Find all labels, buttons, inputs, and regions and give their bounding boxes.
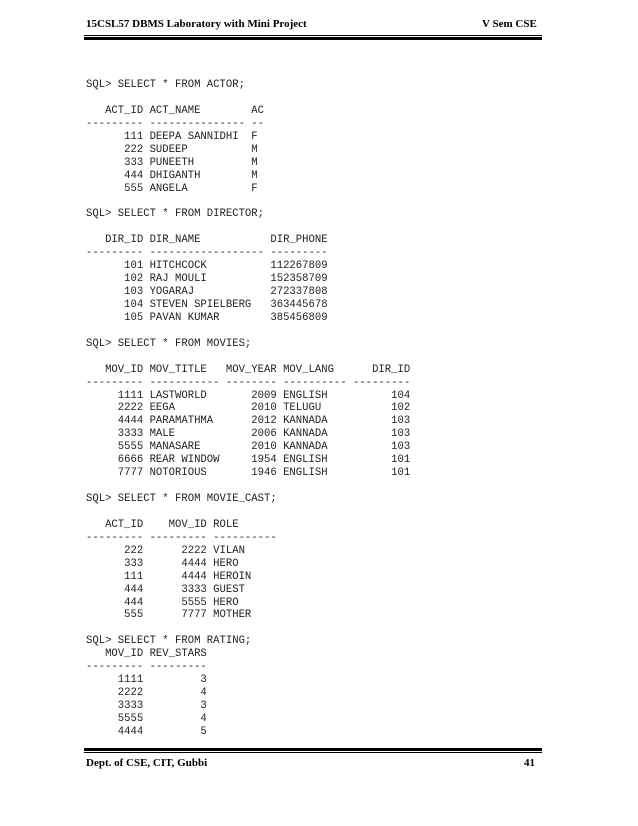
listing-line: 111 DEEPA SANNIDHI F xyxy=(86,130,258,143)
listing-line: 5555 MANASARE 2010 KANNADA 103 xyxy=(86,441,411,454)
listing-line: --------- ----------- -------- ---------- --------- xyxy=(86,376,411,389)
listing-line: --------- --------- ---------- xyxy=(86,531,277,544)
listing-line xyxy=(86,480,410,493)
listing-line: SQL> SELECT * FROM MOVIE_CAST; xyxy=(86,493,277,505)
header-semester: V Sem CSE xyxy=(482,18,537,30)
listing-line: 6666 REAR WINDOW 1954 ENGLISH 101 xyxy=(86,454,411,467)
page-number: 41 xyxy=(524,757,535,769)
listing-line: ACT_ID ACT_NAME AC xyxy=(86,104,265,117)
listing-line: SQL> SELECT * FROM MOVIES; xyxy=(86,337,252,350)
listing-line: 4444 5 xyxy=(86,725,207,738)
listing-line: 555 ANGELA F xyxy=(86,182,258,195)
header-rule xyxy=(84,35,542,36)
listing-line: 111 4444 HEROIN xyxy=(86,570,252,583)
header-rule-thick xyxy=(84,37,542,40)
listing-line: 1111 LASTWORLD 2009 ENGLISH 104 xyxy=(86,389,411,402)
footer-rule xyxy=(84,752,542,753)
header-title: 15CSL57 DBMS Laboratory with Mini Project xyxy=(86,18,307,30)
listing-line xyxy=(86,506,410,519)
listing-line: --------- --------- xyxy=(86,661,207,674)
listing-line: DIR_ID DIR_NAME DIR_PHONE xyxy=(86,234,328,247)
footer-department: Dept. of CSE, CIT, Gubbi xyxy=(86,757,208,769)
listing-line: 333 PUNEETH M xyxy=(86,156,258,169)
listing-line: 105 PAVAN KUMAR 385456809 xyxy=(86,311,328,324)
sql-output-listing xyxy=(86,79,410,739)
listing-line: SQL> SELECT * FROM RATING; xyxy=(86,635,252,648)
listing-line: SQL> SELECT * FROM ACTOR; xyxy=(86,79,245,91)
listing-line: MOV_ID REV_STARS xyxy=(86,648,207,661)
listing-line xyxy=(86,325,410,338)
listing-line: 7777 NOTORIOUS 1946 ENGLISH 101 xyxy=(86,467,411,480)
listing-line xyxy=(86,622,410,635)
listing-line: 3333 3 xyxy=(86,700,207,712)
listing-line: 222 2222 VILAN xyxy=(86,544,245,557)
listing-line: 104 STEVEN SPIELBERG 363445678 xyxy=(86,298,328,311)
listing-line: 103 YOGARAJ 272337808 xyxy=(86,286,328,298)
listing-line: 2222 EEGA 2010 TELUGU 102 xyxy=(86,402,411,415)
listing-line: 101 HITCHCOCK 112267809 xyxy=(86,260,328,273)
listing-line: 333 4444 HERO xyxy=(86,557,239,570)
listing-line xyxy=(86,195,410,208)
listing-line: 3333 MALE 2006 KANNADA 103 xyxy=(86,428,411,441)
listing-line: 4444 PARAMATHMA 2012 KANNADA 103 xyxy=(86,415,411,428)
listing-line: --------- ------------------ --------- xyxy=(86,247,328,260)
listing-line: 1111 3 xyxy=(86,674,207,687)
listing-line: 444 5555 HERO xyxy=(86,596,239,609)
listing-line: SQL> SELECT * FROM DIRECTOR; xyxy=(86,208,265,221)
listing-line: MOV_ID MOV_TITLE MOV_YEAR MOV_LANG DIR_ID xyxy=(86,363,411,376)
listing-line: 102 RAJ MOULI 152358709 xyxy=(86,273,328,286)
listing-line xyxy=(86,92,410,105)
listing-line: 5555 4 xyxy=(86,712,207,725)
listing-line xyxy=(86,351,410,364)
listing-line: 222 SUDEEP M xyxy=(86,143,258,156)
listing-line: --------- --------------- -- xyxy=(86,117,265,130)
listing-line: 444 DHIGANTH M xyxy=(86,169,258,182)
listing-line: 444 3333 GUEST xyxy=(86,583,245,596)
listing-line: ACT_ID MOV_ID ROLE xyxy=(86,518,239,531)
listing-line: 2222 4 xyxy=(86,687,207,700)
listing-line xyxy=(86,221,410,234)
footer-rule-thick xyxy=(84,748,542,751)
listing-line: 555 7777 MOTHER xyxy=(86,609,252,622)
